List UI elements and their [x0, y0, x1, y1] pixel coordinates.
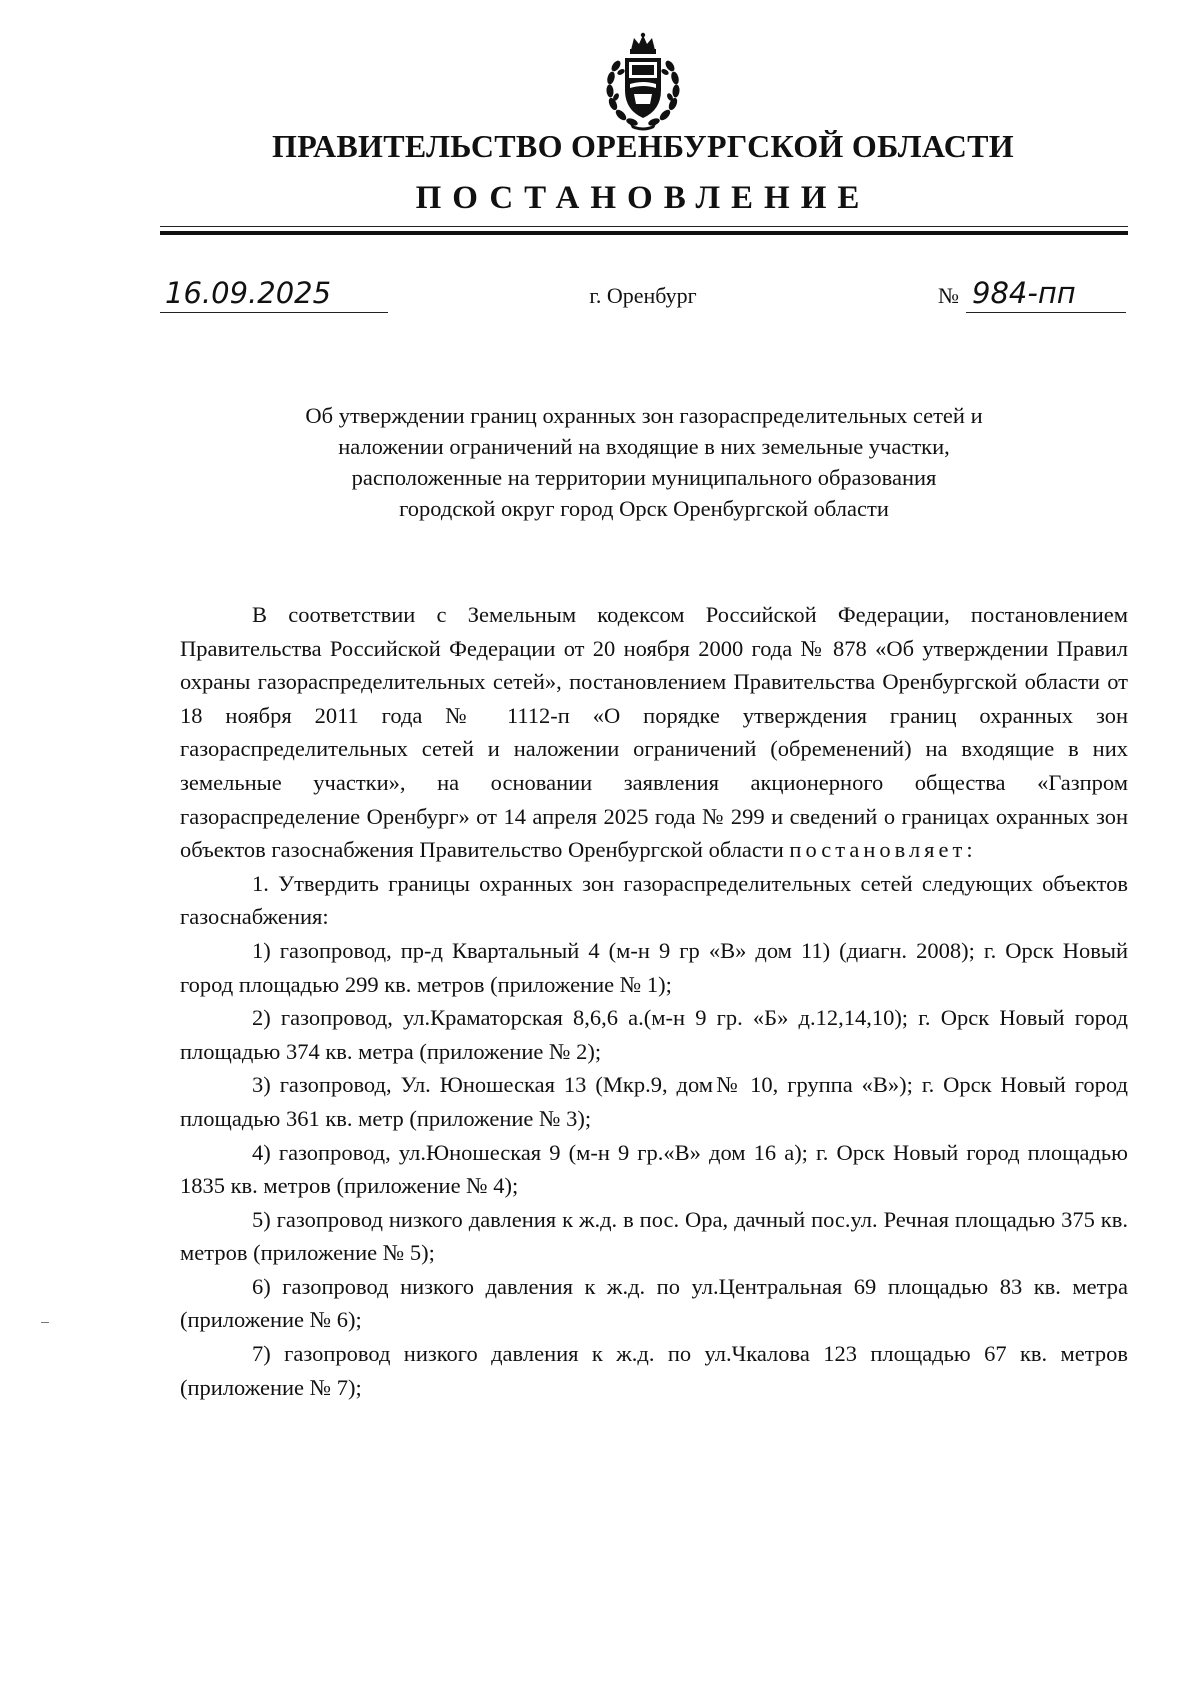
list-item: 2) газопровод, ул.Краматорская 8,6,6 а.(м-н 9 гр. «Б» д.12,14,10); г. Орск Новый город площадью 374 кв. метра (приложение № 2); — [180, 1005, 1128, 1064]
clause-1: 1. Утвердить границы охранных зон газораспределительных сетей следующих объектов газоснабжения: — [180, 870, 1128, 930]
coat-of-arms-emblem — [594, 32, 692, 132]
document-date: 16.09.2025 — [165, 276, 332, 310]
document-title — [160, 400, 1128, 524]
list-item: 6) газопровод низкого давления к ж.д. по ул.Центральная 69 площадью 83 кв. метра (приложение № 6); — [180, 1273, 1128, 1333]
document-city: г. Оренбург — [589, 283, 697, 308]
list-item: 3) газопровод, Ул. Юношеская 13 (Мкр.9, дом№ 10, группа «В»); г. Орск Новый город площадью 361 кв. метр (приложение № 3); — [180, 1072, 1128, 1131]
number-sign: № — [938, 283, 959, 308]
document-type-heading: ПОСТАНОВЛЕНИЕ — [415, 180, 871, 216]
list-item: 7) газопровод низкого давления к ж.д. по ул.Чкалова 123 площадью 67 кв. метров (приложение № 7); — [180, 1341, 1128, 1400]
resolves-word: постановляет: — [789, 837, 977, 863]
list-item: 1) газопровод, пр-д Квартальный 4 (м-н 9 гр «В» дом 11) (диагн. 2008); г. Орск Новый город площадью 299 кв. метров (приложение № 1); — [180, 937, 1128, 997]
date-underline — [160, 312, 388, 313]
title-line: расположенные на территории муниципального образования — [351, 465, 937, 490]
title-line: Об утверждении границ охранных зон газораспределительных сетей и — [305, 403, 983, 428]
title-line: наложении ограничений на входящие в них земельные участки, — [338, 434, 950, 459]
document-number: 984-пп — [972, 276, 1076, 310]
preamble-paragraph — [180, 598, 1128, 867]
document-body — [180, 598, 1128, 1404]
preamble-text: В соответствии с Земельным кодексом Российской Федерации, постановлением Правительства Российской Федерации от 20 ноября 2000 года № 878 «Об утверждении Правил охраны газораспределительных сетей», постановлением Правительства Оренбургской области от 18 ноября 2011 года № 1112-п «О порядке утверждения границ охранных зон газораспределительных сетей и наложении ограничений (обременений) на входящие в них земельные участки», на основании заявления акционерного общества «Газпром газораспределение Оренбург» от 14 апреля 2025 года № 299 и сведений о границах охранных зон объектов газоснабжения Правительство Оренбургской области — [180, 602, 1128, 863]
header-rule-thick — [160, 231, 1128, 235]
header-rule-thin — [160, 226, 1128, 227]
number-underline — [966, 312, 1126, 313]
list-item: 5) газопровод низкого давления к ж.д. в пос. Ора, дачный пос.ул. Речная площадью 375 кв. метров (приложение № 5); — [180, 1206, 1128, 1266]
list-item: 4) газопровод, ул.Юношеская 9 (м-н 9 гр.«В» дом 16 а); г. Орск Новый город площадью 1835 кв. метров (приложение № 4); — [180, 1139, 1128, 1199]
organization-heading: ПРАВИТЕЛЬСТВО ОРЕНБУРГСКОЙ ОБЛАСТИ — [272, 128, 1014, 164]
title-line: городской округ город Орск Оренбургской области — [399, 496, 889, 521]
margin-mark — [41, 1322, 49, 1323]
